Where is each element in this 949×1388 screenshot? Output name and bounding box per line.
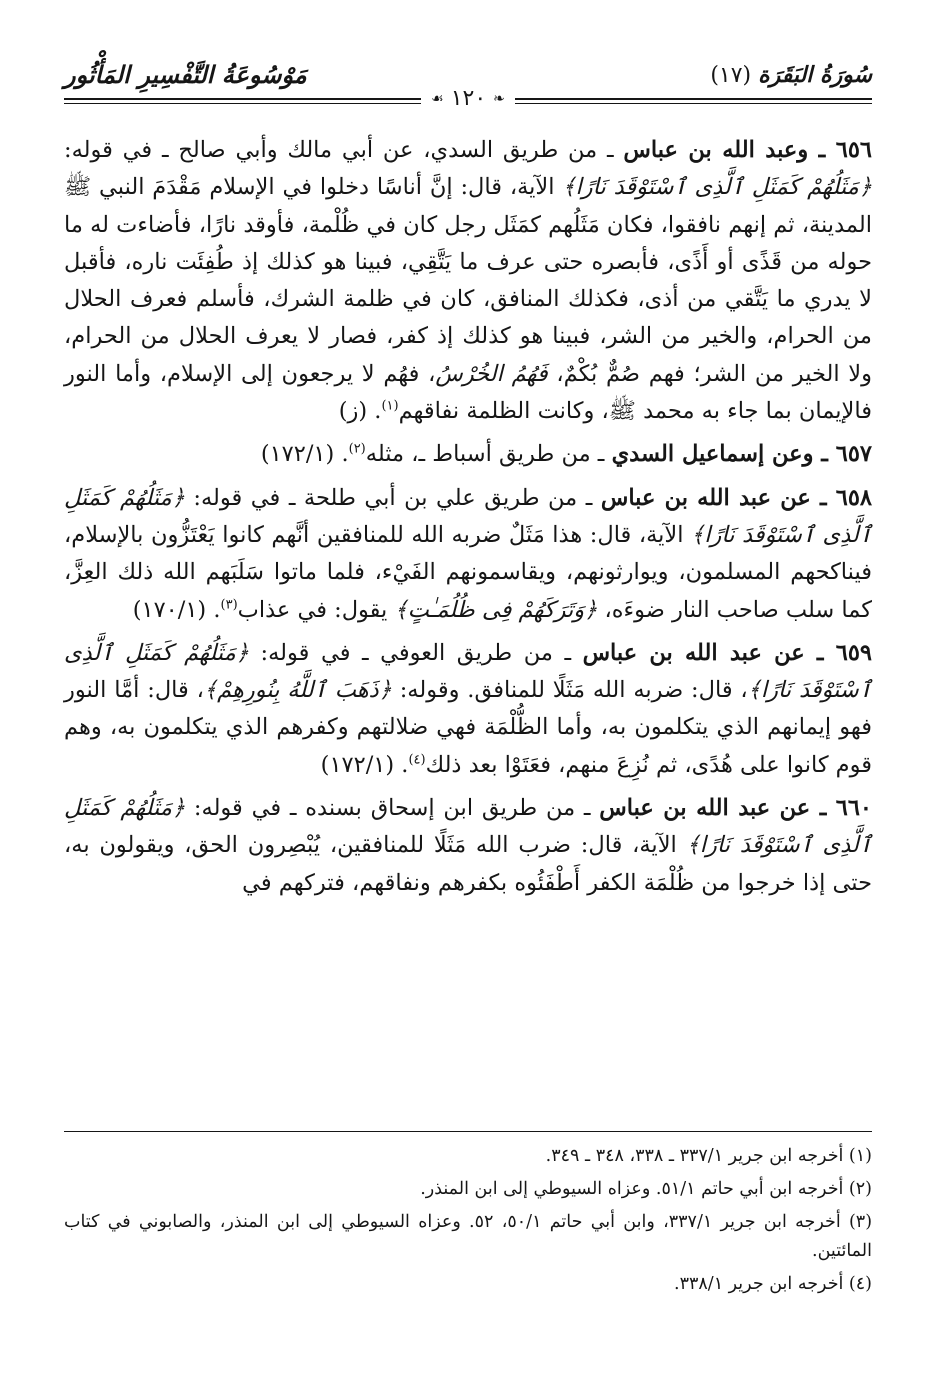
hadith-entry — [64, 132, 872, 430]
entry-text: ـ من طريق أسباط ـ، مثله — [365, 441, 612, 468]
quran-quote: فَهُمُ الخُرْسُ — [435, 360, 548, 387]
surah-heading — [710, 62, 872, 88]
entry-number: ٦٦٠ — [835, 795, 872, 822]
hadith-entry — [64, 635, 872, 784]
ornament-icon: ☙ — [431, 91, 444, 107]
entry-number: ٦٥٨ — [835, 484, 872, 511]
footnote-ref: (١) — [381, 398, 399, 414]
page-header — [64, 58, 872, 118]
surah-number: (١٧) — [710, 63, 752, 88]
footnote: (٤) أخرجه ابن جرير ٣٣٨/١. — [674, 1274, 872, 1294]
entry-text: الآية، قال: هذا مَثَلٌ ضربه الله للمنافقين أنَّهم كانوا يَعْتَزُّون بالإسلام، فيناكحهم المسلمون، ويوارثونهم، ويقاسمونهم الفَيْء، فلما ماتوا سَلَبَهم الله ذلك العِزَّ، كما سلب صاحب النار ضوءَه، — [64, 521, 872, 623]
footnote: (١) أخرجه ابن جرير ٣٣٧/١ ـ ٣٣٨، ٣٤٨ ـ ٣٤٩. — [545, 1146, 872, 1166]
footnote-ref: (٣) — [220, 597, 238, 613]
quran-quote: ﴿مَثَلُهُمْ كَمَثَلِ ٱلَّذِى ٱسْتَوْقَدَ نَارًا﴾ — [64, 639, 872, 704]
entry-text: يقول: في عذاب — [237, 596, 395, 623]
quran-quote: ﴿مَثَلُهُمْ كَمَثَلِ ٱلَّذِى ٱسْتَوْقَدَ نَارًا﴾ — [64, 795, 873, 859]
main-text — [64, 132, 872, 902]
book-title: مَوْسُوعَةُ التَّفْسِيرِ المَأْثُور — [64, 60, 307, 89]
surah-name: سُورَةُ البَقَرَة — [758, 62, 872, 88]
entry-text: . (ز) — [338, 398, 382, 425]
entry-text: ، فهُم لا يرجعون إلى الإسلام، وأما النور فالإيمان بما جاء به محمد ﷺ، وكانت الظلمة نفاقهم — [64, 360, 872, 425]
hadith-entry — [64, 436, 872, 473]
entry-number: ٦٥٦ — [835, 137, 872, 163]
entry-text: الآية، قال: إنَّ أناسًا دخلوا في الإسلام مَقْدَمَ النبي ﷺ المدينة، ثم إنهم نافقوا، فكان مَثَلُهم كمَثَل رجل كان في ظُلْمة، فأوقد نارًا، فأضاءت له ما حوله من قَذًى أو أَذًى، فأبصره حتى عرف ما يَتَّقِي، فبينا هو كذلك إذ طُفِئَت ناره، فأقبل لا يدري ما يَتَّقي من أذى، فكذلك المنافق، كان في ظلمة الشرك، فأسلم فعرف الحلال من الحرام، والخير من الشر، فبينا هو كذلك إذ كفر، فصار لا يعرف الحلال من الحرام، ولا الخير من الشر؛ فهم صُمٌّ بُكْمٌ، — [64, 174, 872, 387]
volume-ref: (١٧٠/١) — [132, 596, 207, 623]
narrator-name: ـ وعن إسماعيل السدي — [611, 441, 836, 468]
entry-text: ، قال: أمَّا النور فهو إيمانهم الذي يتكلمون به، وأما الظُّلْمَة فهي ضلالتهم وكفرهم الذي يتكلمون به، وهم قوم كانوا على هُدًى، ثم نُزِعَ منهم، فعَتَوْا بعد ذلك — [64, 677, 872, 778]
entry-number: ٦٥٩ — [835, 639, 872, 666]
footnote: (٢) أخرجه ابن أبي حاتم ٥١/١. وعزاه السيوطي إلى ابن المنذر. — [420, 1179, 872, 1199]
entry-text: . — [334, 441, 349, 468]
entry-text: . — [206, 596, 221, 623]
footnote-ref: (٢) — [348, 441, 366, 457]
entry-number: ٦٥٧ — [835, 441, 872, 468]
quran-quote: ﴿ذَهَبَ ٱللَّهُ بِنُورِهِمْ﴾ — [203, 677, 392, 704]
volume-ref: (١٧٢/١) — [260, 441, 335, 468]
footnote: (٣) أخرجه ابن جرير ٣٣٧/١، وابن أبي حاتم ٥٠/١، ٥٢. وعزاه السيوطي إلى ابن المنذر، والصابوني في كتاب المائتين. — [64, 1212, 873, 1261]
narrator-name: ـ عن عبد الله بن عباس — [582, 639, 836, 666]
quran-quote: ﴿مَثَلُهُمْ كَمَثَلِ ٱلَّذِى ٱسْتَوْقَدَ نَارًا﴾ — [64, 484, 873, 548]
entry-text: ـ من طريق علي بن أبي طلحة ـ في قوله: — [184, 484, 601, 511]
hadith-entry — [64, 790, 872, 902]
entry-text: الآية، قال: ضرب الله مَثَلًا للمنافقين، يُبْصِرون الحق، ويقولون به، حتى إذا خرجوا من ظُلْمَة الكفر أَطْفَئُوه بكفرهم ونفاقهم، فتركهم في — [64, 832, 872, 896]
footnote-ref: (٤) — [408, 752, 426, 768]
entry-text: . — [394, 751, 409, 778]
hadith-entry — [64, 480, 872, 629]
quran-quote: ﴿وَتَرَكَهُمْ فِى ظُلُمَـٰتٍ﴾ — [394, 596, 598, 623]
ornament-icon: ❧ — [493, 91, 505, 107]
entry-text: ـ من طريق العوفي ـ في قوله: — [248, 639, 583, 666]
page-number: ❧ ١٢٠ ☙ — [421, 86, 515, 111]
entry-text: ـ من طريق السدي، عن أبي مالك وأبي صالح ـ في قوله: — [64, 137, 624, 163]
footnotes — [64, 1142, 872, 1303]
narrator-name: ـ وعبد الله بن عباس — [623, 137, 836, 163]
entry-text: ، قال: ضربه الله مَثَلًا للمنافق. وقوله: — [391, 677, 748, 704]
volume-ref: (١٧٢/١) — [320, 751, 395, 778]
entry-text: ـ من طريق ابن إسحاق بسنده ـ في قوله: — [185, 795, 600, 822]
footnote-separator — [64, 1131, 872, 1132]
narrator-name: ـ عن عبد الله بن عباس — [600, 484, 836, 511]
narrator-name: ـ عن عبد الله بن عباس — [599, 795, 836, 822]
quran-quote: ﴿مَثَلُهُمْ كَمَثَلِ ٱلَّذِى ٱسْتَوْقَدَ نَارًا﴾ — [562, 174, 872, 201]
